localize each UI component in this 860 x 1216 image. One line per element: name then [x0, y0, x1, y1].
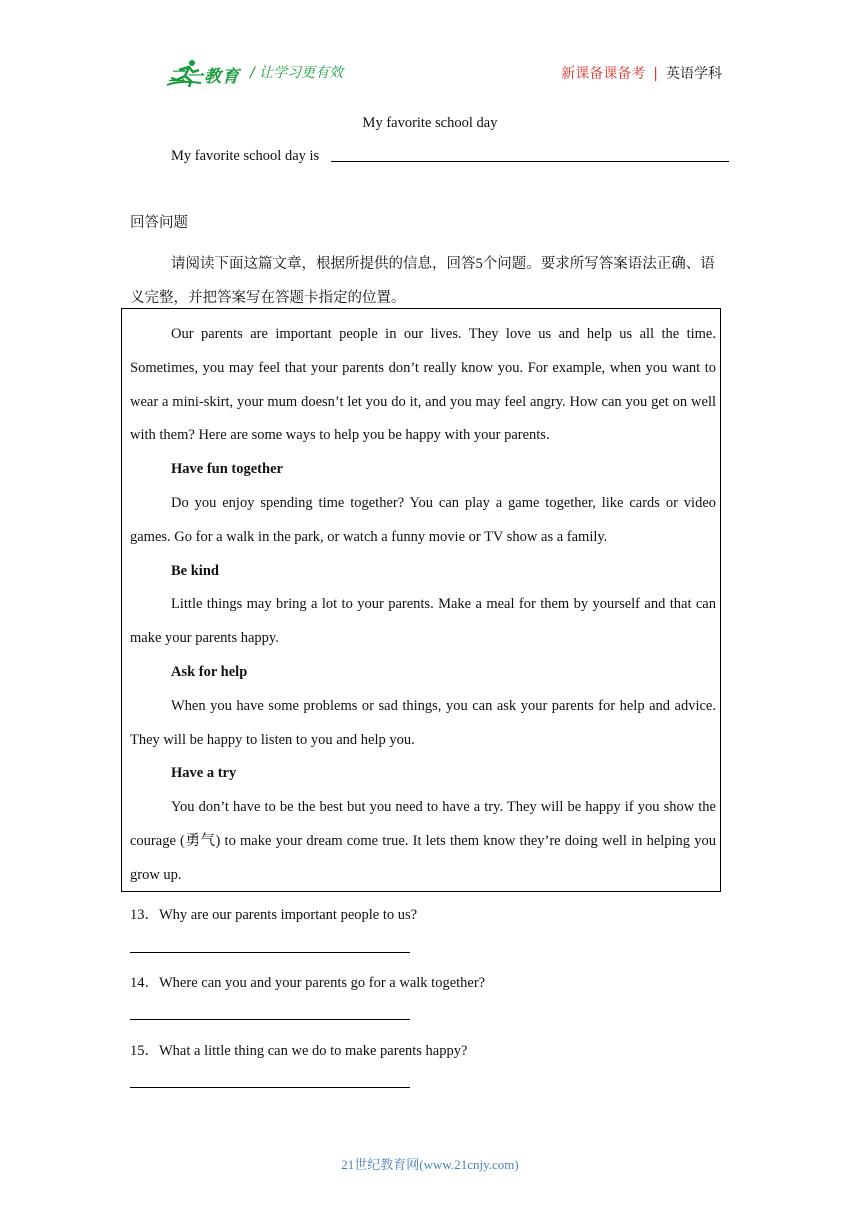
question-14: 14．Where can you and your parents go for a walk together?: [130, 975, 486, 991]
passage-paragraph: When you have some problems or sad things, you can ask your parents for help and advice. They will be happy to listen to you and help you.: [130, 697, 716, 748]
passage-heading: Have fun together: [171, 461, 283, 478]
passage-heading: Be kind: [171, 562, 219, 579]
writing-prompt: My favorite school day is: [171, 148, 320, 164]
passage-heading: Have a try: [171, 765, 237, 782]
header-separator: |: [653, 66, 658, 82]
answer-line-13[interactable]: [130, 952, 410, 953]
passage-paragraph: You don’t have to be the best but you need to have a try. They will be happy if you show the courage (勇气) to make your dream come true. It lets them know they’re doing well in helping you grow up.: [130, 799, 716, 883]
passage-paragraph: Do you enjoy spending time together? You can play a game together, like cards or video games. Go for a walk in the park, or watch a funny movie or TV show as a family.: [130, 494, 716, 545]
brand-name: 二一教育: [168, 67, 240, 87]
passage-paragraph: Little things may bring a lot to your parents. Make a meal for them by yourself and that can make your parents happy.: [130, 596, 716, 647]
answer-line-14[interactable]: [130, 1019, 410, 1020]
question-13: 13．Why are our parents important people to us?: [130, 907, 418, 923]
section-title: 回答问题: [130, 215, 188, 231]
writing-title: My favorite school day: [362, 115, 498, 131]
header-right: [561, 63, 722, 83]
header-subject-label: 英语学科: [666, 66, 722, 82]
footer-link[interactable]: 21世纪教育网(www.21cnjy.com): [341, 1157, 519, 1172]
question-15: 15．What a little thing can we do to make parents happy?: [130, 1043, 468, 1059]
brand-slogan: / 让学习更有效: [250, 65, 344, 81]
answer-line-15[interactable]: [130, 1087, 410, 1088]
instruction-text: 请阅读下面这篇文章，根据所提供的信息，回答5个问题。要求所写答案语法正确、语义完整，并把答案写在答题卡指定的位置。: [130, 256, 715, 306]
reading-passage: [130, 318, 716, 893]
writing-answer-blank[interactable]: [331, 161, 729, 162]
passage-paragraph: Our parents are important people in our lives. They love us and help us all the time. Sometimes, you may feel that your parents don’t really know you. For example, when you want to wear a mini-skirt, your mum doesn’t let you do it, and you may feel angry. How can you get on well with them? Here are some ways to help you be happy with your parents.: [130, 326, 716, 444]
header-course-label: 新课备课备考: [561, 66, 646, 82]
passage-heading: Ask for help: [171, 663, 248, 680]
